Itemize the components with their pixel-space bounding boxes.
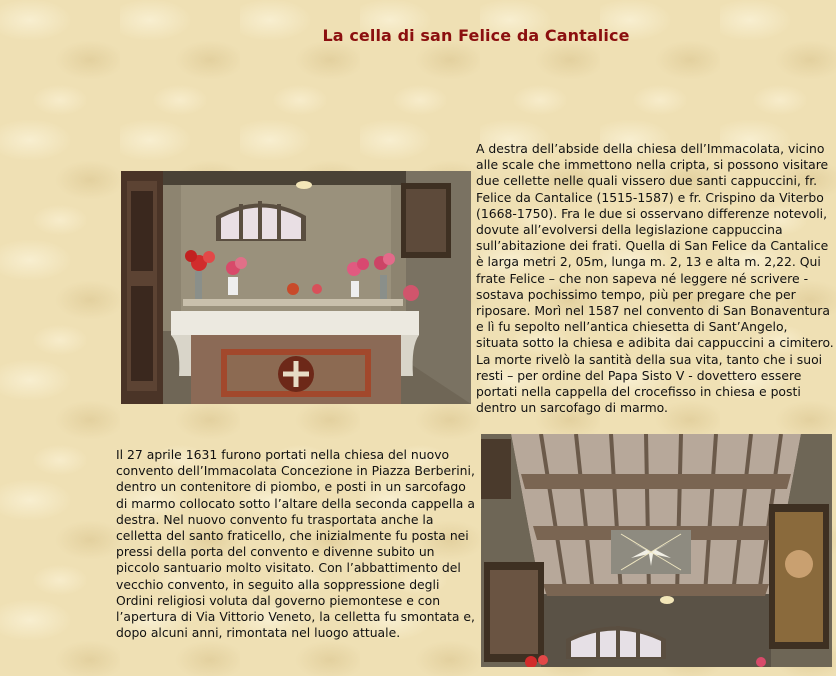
intro-paragraph: A destra dell’abside della chiesa dell’Immacolata, vicino alle scale che immettono nella cripta, si possono visitare due cellette nelle quali vissero due santi cappuccini, fr. Felice da Cantalice (1515-1587) e fr. Crispino da Viterbo (1668-1750). Fra le due si osservano differenze notevoli, dovute all’evolversi della legislazione cappuccina sull’abitazione dei frati. Quella di San Felice da Cantalice è larga metri 2, 05m, lunga m. 2, 13 e alta m. 2,22. Qui frate Felice – che non sapeva né leggere né scrivere - sostava pochissimo tempo, più per pregare che per riposare. Morì nel 1587 nel convento di San Bonaventura e lì fu sepolto nell’antica chiesetta di Sant’Angelo, situata sotto la chiesa e adibita dai cappuccini a cimitero. La morte rivelò la santità della sua vita, tanto che i suoi resti – per ordine del Papa Sisto V - dovettero essere portati nella cappella del crocefisso in chiesa e posti dentro un sarcofago di marmo. (476, 141, 834, 416)
history-paragraph: Il 27 aprile 1631 furono portati nella chiesa del nuovo convento dell’Immacolata Concezione in Piazza Berberini, dentro un contenitore di piombo, e posti in un sarcofago di marmo collocato sotto l’altare della seconda cappella a destra. Nel nuovo convento fu trasportata anche la celletta del santo fraticello, che inizialmente fu posta nei pressi della porta del convento e divenne subito un piccolo santuario molto visitato. Con l’abbattimento del vecchio convento, in seguito alla soppressione degli Ordini religiosi voluta dal governo piemontese e con l’apertura di Via Vittorio Veneto, la celletta fu smontata e, dopo alcuni anni, rimontata nel luogo attuale. (116, 447, 475, 641)
cell-altar-photo (121, 171, 471, 404)
cell-ceiling-photo (481, 434, 832, 667)
page-title: La cella di san Felice da Cantalice (322, 26, 630, 45)
